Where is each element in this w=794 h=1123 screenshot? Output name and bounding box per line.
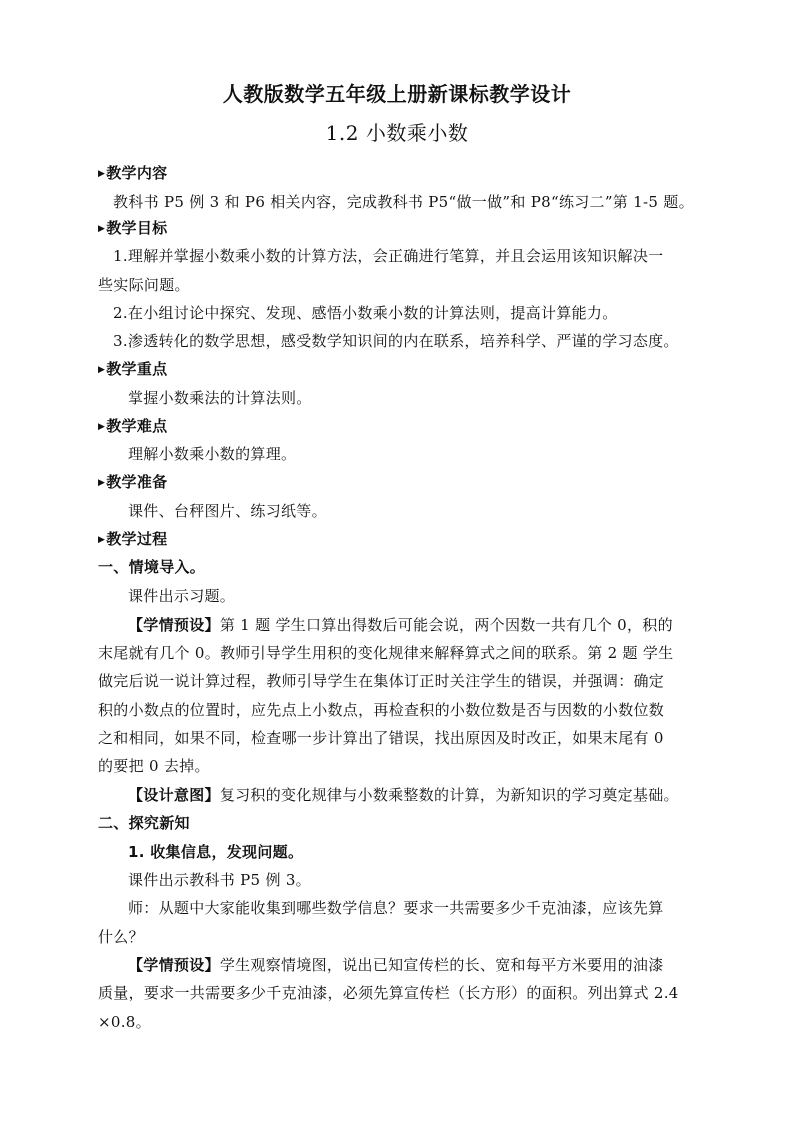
teacher-question-line-1: 师：从题中大家能收集到哪些数学信息？要求一共需要多少千克油漆，应该先算 [128, 899, 664, 917]
section-heading-content: ▶教学内容 [98, 164, 168, 182]
preset-label: 【学情预设】 [128, 956, 220, 974]
part1-preset-line-4: 积的小数点的位置时，应先点上小数点，再检查积的小数位数是否与因数的小数位数 [98, 701, 665, 719]
part1-preset-line-5: 之和相同，如果不同，检查哪一步计算出了错误，找出原因及时改正，如果末尾有 0 [98, 729, 664, 747]
goal-item-1: 1.理解并掌握小数乘小数的计算方法，会正确进行笔算，并且会运用该知识解决一 [113, 247, 664, 265]
triangle-marker-icon: ▶ [98, 478, 106, 488]
part2-heading: 二、探究新知 [98, 814, 190, 832]
preparation-text: 课件、台秤图片、练习纸等。 [128, 502, 327, 520]
preset-label: 【学情预设】 [128, 616, 220, 634]
section-heading-process: ▶教学过程 [98, 530, 168, 548]
part1-preset-line-6: 的要把 0 去掉。 [98, 757, 210, 775]
lesson-subtitle: 1.2 小数乘小数 [325, 121, 469, 145]
section-heading-difficulties: ▶教学难点 [98, 417, 168, 435]
step1-preset-line-1: 【学情预设】学生观察情境图，说出已知宣传栏的长、宽和每平方米要用的油漆 [128, 956, 664, 974]
part1-preset-line-2: 末尾就有几个 0。教师引导学生用积的变化规律来解释算式之间的联系。第 2 题 学生 [98, 644, 674, 662]
goal-item-1-cont: 些实际问题。 [98, 276, 190, 294]
step1-preset-line-3: ×0.8。 [98, 1013, 151, 1031]
step1-intro: 课件出示教科书 P5 例 3。 [128, 871, 311, 889]
triangle-marker-icon: ▶ [98, 535, 106, 545]
goal-item-2: 2.在小组讨论中探究、发现、感悟小数乘小数的计算法则，提高计算能力。 [113, 304, 618, 322]
triangle-marker-icon: ▶ [98, 422, 106, 432]
part1-preset-line-1: 【学情预设】第 1 题 学生口算出得数后可能会说，两个因数一共有几个 0，积的 [128, 616, 673, 634]
part1-heading: 一、情境导入。 [98, 558, 206, 576]
design-intent-label: 【设计意图】 [128, 786, 220, 804]
content-text: 教科书 P5 例 3 和 P6 相关内容，完成教科书 P5“做一做”和 P8“练习二”第 1-5 题。 [113, 193, 694, 211]
document-title: 人教版数学五年级上册新课标教学设计 [222, 82, 572, 106]
section-heading-key-points: ▶教学重点 [98, 360, 168, 378]
section-heading-preparation: ▶教学准备 [98, 473, 168, 491]
key-points-text: 掌握小数乘法的计算法则。 [128, 389, 312, 407]
triangle-marker-icon: ▶ [98, 169, 106, 179]
difficulties-text: 理解小数乘小数的算理。 [128, 445, 297, 463]
section-heading-goals: ▶教学目标 [98, 219, 168, 237]
triangle-marker-icon: ▶ [98, 224, 106, 234]
part1-design-intent: 【设计意图】复习积的变化规律与小数乘整数的计算，为新知识的学习奠定基础。 [128, 786, 679, 804]
triangle-marker-icon: ▶ [98, 365, 106, 375]
part1-preset-line-3: 做完后说一说计算过程，教师引导学生在集体订正时关注学生的错误，并强调：确定 [98, 672, 665, 690]
step1-preset-line-2: 质量，要求一共需要多少千克油漆，必须先算宣传栏（长方形）的面积。列出算式 2.4 [98, 984, 679, 1002]
teacher-question-line-2: 什么？ [98, 928, 144, 946]
goal-item-3: 3.渗透转化的数学思想，感受数学知识间的内在联系，培养科学、严谨的学习态度。 [113, 332, 679, 350]
part1-intro: 课件出示习题。 [128, 587, 236, 605]
step1-heading: 1. 收集信息，发现问题。 [128, 843, 304, 861]
